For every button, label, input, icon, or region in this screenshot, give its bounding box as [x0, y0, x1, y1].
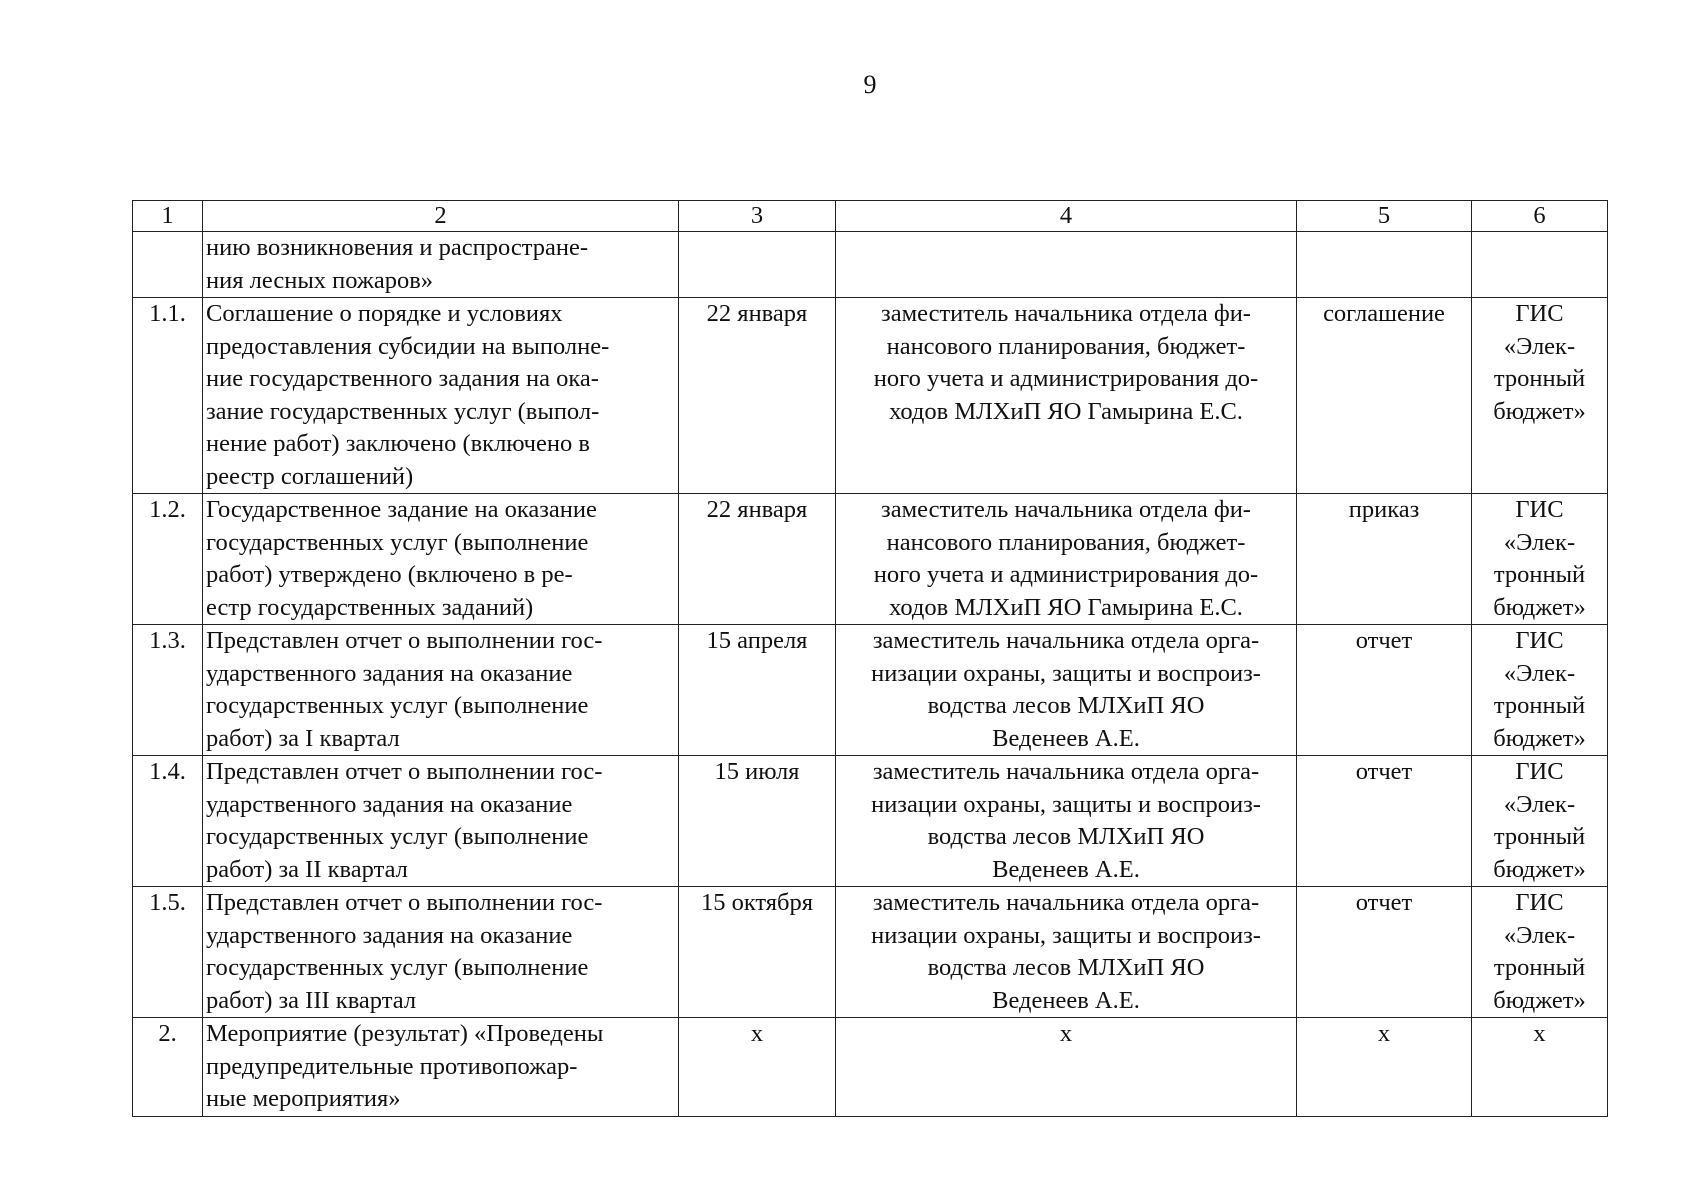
row-date: 15 октября: [679, 887, 836, 1018]
row-system: ГИС «Элек- тронный бюджет»: [1472, 756, 1608, 887]
page-number: 9: [863, 70, 877, 99]
table-row: [133, 232, 1608, 298]
row-responsible: заместитель начальника отдела орга- низации охраны, защиты и воспроиз- водства лесов МЛХиП ЯО Веденеев А.Е.: [836, 625, 1297, 756]
header-cell: 5: [1297, 201, 1472, 232]
row-document: отчет: [1297, 887, 1472, 1018]
row-responsible: заместитель начальника отдела орга- низации охраны, защиты и воспроиз- водства лесов МЛХиП ЯО Веденеев А.Е.: [836, 887, 1297, 1018]
header-cell: 3: [679, 201, 836, 232]
row-description: нию возникновения и распростране- ния лесных пожаров»: [203, 232, 679, 298]
table-row: [133, 756, 1608, 887]
row-responsible: х: [836, 1018, 1297, 1117]
header-cell: 4: [836, 201, 1297, 232]
plan-table: [132, 200, 1608, 1117]
header-cell: 1: [133, 201, 203, 232]
row-description: Представлен отчет о выполнении гос- ударственного задания на оказание государственных услуг (выполнение работ) за II квартал: [203, 756, 679, 887]
row-document: отчет: [1297, 625, 1472, 756]
table-row: [133, 625, 1608, 756]
row-responsible: заместитель начальника отдела фи- нансового планирования, бюджет- ного учета и администрирования до- ходов МЛХиП ЯО Гамырина Е.С.: [836, 494, 1297, 625]
row-system: х: [1472, 1018, 1608, 1117]
row-date: 22 января: [679, 298, 836, 494]
header-cell: 2: [203, 201, 679, 232]
row-number: 1.5.: [133, 887, 203, 1018]
row-description: Соглашение о порядке и условиях предоставления субсидии на выполне- ние государственного задания на ока- зание государственных услуг (выпол- нение работ) заключено (включено в реестр соглашений): [203, 298, 679, 494]
row-description: Мероприятие (результат) «Проведены предупредительные противопожар- ные мероприятия»: [203, 1018, 679, 1117]
row-date: х: [679, 1018, 836, 1117]
row-number: 1.4.: [133, 756, 203, 887]
row-system: ГИС «Элек- тронный бюджет»: [1472, 494, 1608, 625]
row-document: приказ: [1297, 494, 1472, 625]
row-responsible: заместитель начальника отдела орга- низации охраны, защиты и воспроиз- водства лесов МЛХиП ЯО Веденеев А.Е.: [836, 756, 1297, 887]
table-row: [133, 494, 1608, 625]
row-responsible: заместитель начальника отдела фи- нансового планирования, бюджет- ного учета и администрирования до- ходов МЛХиП ЯО Гамырина Е.С.: [836, 298, 1297, 494]
row-description: Представлен отчет о выполнении гос- ударственного задания на оказание государственных услуг (выполнение работ) за III квартал: [203, 887, 679, 1018]
table-row: [133, 887, 1608, 1018]
row-description: Представлен отчет о выполнении гос- ударственного задания на оказание государственных услуг (выполнение работ) за I квартал: [203, 625, 679, 756]
table-row: [133, 298, 1608, 494]
row-responsible: [836, 232, 1297, 298]
row-date: 15 апреля: [679, 625, 836, 756]
row-description: Государственное задание на оказание государственных услуг (выполнение работ) утверждено (включено в ре- естр государственных заданий): [203, 494, 679, 625]
table-header-row: [133, 201, 1608, 232]
header-cell: 6: [1472, 201, 1608, 232]
row-system: ГИС «Элек- тронный бюджет»: [1472, 887, 1608, 1018]
row-document: отчет: [1297, 756, 1472, 887]
row-number: [133, 232, 203, 298]
row-document: соглашение: [1297, 298, 1472, 494]
row-number: 2.: [133, 1018, 203, 1117]
row-date: [679, 232, 836, 298]
row-date: 15 июля: [679, 756, 836, 887]
row-system: ГИС «Элек- тронный бюджет»: [1472, 298, 1608, 494]
row-document: [1297, 232, 1472, 298]
table-row: [133, 1018, 1608, 1117]
row-system: [1472, 232, 1608, 298]
row-number: 1.1.: [133, 298, 203, 494]
row-number: 1.2.: [133, 494, 203, 625]
row-number: 1.3.: [133, 625, 203, 756]
row-date: 22 января: [679, 494, 836, 625]
row-system: ГИС «Элек- тронный бюджет»: [1472, 625, 1608, 756]
row-document: х: [1297, 1018, 1472, 1117]
